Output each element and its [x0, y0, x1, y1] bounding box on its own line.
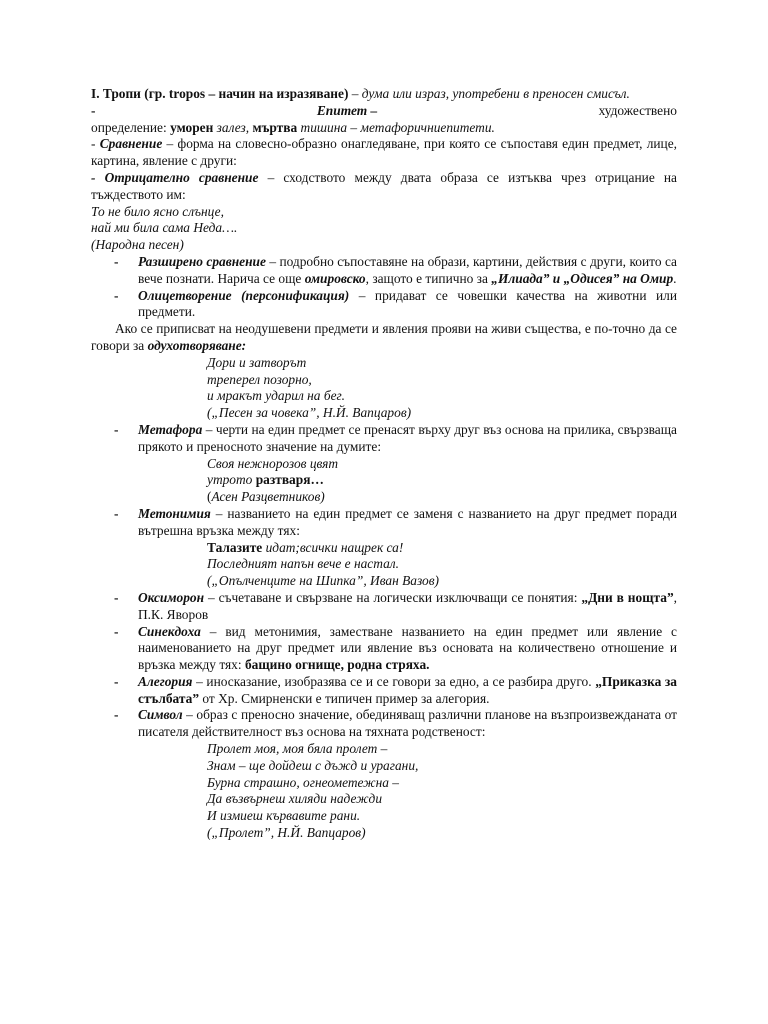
oxymoron-term: Оксиморон — [138, 589, 205, 605]
quote-line-italic: утрото — [207, 472, 253, 488]
vaptsarov-quote — [91, 355, 677, 422]
extended-comparison-text-2: , защото е типично за — [365, 270, 492, 286]
epithet-dash: - — [91, 102, 96, 118]
list-dash: - — [114, 623, 119, 639]
epithet-example-2-rest: тишина – метафоричниепитети. — [297, 119, 495, 135]
symbol-text: – образ с преносно значение, обединяващ различни планове на възпроизвежданата от писателя действителност въз основа на тяхната родственост: — [138, 707, 677, 740]
epithet-examples — [91, 120, 677, 137]
quote-line: Своя нежнорозов цвят — [207, 455, 339, 471]
synecdoche-term: Синекдоха — [138, 623, 201, 639]
epithet-rest: художествено — [598, 102, 677, 118]
list-dash: - — [114, 589, 119, 605]
animation-paragraph — [91, 321, 677, 355]
personification-term: Олицетворение (персонификация) — [138, 287, 350, 303]
list-dash: - — [114, 421, 119, 437]
extended-comparison-end: . — [673, 270, 677, 286]
quote-line: То не било ясно слънце, — [91, 203, 224, 219]
synecdoche-entry — [91, 624, 677, 674]
animation-text: Ако се приписват на неодушевени предмети и явления прояви на живи същества, е по-точно да се говори за — [91, 321, 677, 353]
allegory-term: Алегория — [138, 673, 193, 689]
comparison-entry — [91, 136, 677, 170]
epithet-def-label: определение: — [91, 119, 171, 135]
tropes-heading — [91, 86, 677, 103]
epithet-example-1-rest: залез, — [213, 119, 253, 135]
negative-comparison-entry — [91, 170, 677, 204]
quote-line: и мракът ударил на бег. — [207, 388, 345, 404]
folk-song-quote — [91, 204, 677, 254]
synecdoche-text: – вид метонимия, заместване названието на един предмет или явление с наименованието на друг предмет или явление въз основата на количествено отношение и връзка между тях: — [138, 623, 677, 673]
personification-text: – придават се човешки качества на животни или предмети. — [138, 287, 677, 320]
allegory-example: „Приказка за стълбата” — [138, 673, 678, 706]
metonymy-term: Метонимия — [138, 505, 211, 521]
homeric-term: омировско — [304, 270, 366, 286]
quote-line: Да възвърнеш хиляди надежди — [207, 791, 383, 807]
quote-line: И измиеш кървавите рани. — [207, 808, 361, 824]
razcvetnikov-quote — [91, 456, 677, 506]
quote-source: („Песен за човека”, Н.Й. Вапцаров) — [207, 405, 412, 421]
heading-title: I. Тропи (гр. tropos – начин на изразяване) — [91, 86, 349, 101]
metaphor-term: Метафора — [138, 421, 203, 437]
metaphor-text: – черти на един предмет се пренасят върху друг въз основа на прилика, свързваща прякото и преносното значение на думите: — [138, 421, 677, 454]
quote-source: („Пролет”, Н.Й. Вапцаров) — [207, 825, 366, 841]
allegory-entry — [91, 674, 677, 708]
metonymy-text: – названието на един предмет се заменя с названието на друг предмет поради вътрешна връзка между тях: — [138, 505, 677, 538]
comparison-term: Сравнение — [99, 136, 163, 152]
quote-line-bold: Талазите — [207, 539, 263, 555]
metonymy-entry — [91, 506, 677, 540]
quote-source: („Опълченците на Шипка”, Иван Вазов) — [207, 573, 439, 589]
quote-line-bold: разтваря… — [252, 472, 324, 488]
quote-line: Дори и затворът — [207, 354, 307, 370]
quote-line-italic: идат;всички нащрек са! — [262, 539, 404, 555]
epithet-term: Епитет – — [316, 102, 378, 118]
negative-comparison-term: - Отрицателно сравнение — [91, 169, 259, 185]
quote-line — [207, 472, 677, 489]
extended-comparison-entry — [91, 254, 677, 288]
quote-line: Последният напън вече е настал. — [207, 556, 399, 572]
symbol-entry — [91, 707, 677, 741]
quote-line: Бурна страшно, огнеометежна – — [207, 774, 399, 790]
epithet-entry — [91, 103, 677, 137]
quote-line: Пролет моя, моя бяла пролет – — [207, 741, 388, 757]
epithet-example-1: уморен — [170, 119, 214, 135]
comparison-text: – форма на словесно-образно онагледяване, при която се съпоставя един предмет, лице, картина, явление с други: — [91, 136, 677, 169]
metaphor-entry — [91, 422, 677, 456]
list-dash: - — [114, 253, 119, 269]
epithet-example-2: мъртва — [252, 119, 298, 135]
epithet-line — [91, 103, 677, 120]
quote-line — [207, 540, 677, 557]
list-dash: - — [114, 287, 119, 303]
extended-comparison-text: – подробно съпоставяне на образи, картини, действия с други, които са вече познати. Нарича се още — [138, 253, 677, 286]
animation-term: одухотворяване: — [147, 337, 247, 353]
list-dash: - — [114, 505, 119, 521]
personification-entry — [91, 288, 677, 322]
allegory-text-2: от Хр. Смирненски е типичен пример за алегория. — [199, 690, 490, 706]
oxymoron-author: , П.К. Яворов — [138, 589, 677, 622]
document-page — [91, 86, 677, 842]
negative-comparison-text: – сходството между двата образа се изтъква чрез отрицание на тъждеството им: — [91, 169, 678, 202]
quote-line: треперел позорно, — [207, 371, 312, 387]
synecdoche-example: бащино огнище, родна стряха. — [244, 657, 430, 673]
extended-comparison-term: Разширено сравнение — [138, 253, 266, 269]
source-paren: ( — [207, 489, 212, 505]
list-dash: - — [114, 707, 119, 723]
vazov-quote — [91, 540, 677, 590]
oxymoron-entry — [91, 590, 677, 624]
list-dash: - — [114, 673, 119, 689]
heading-definition: – дума или израз, употребени в преносен смисъл. — [348, 86, 630, 101]
spring-quote — [91, 741, 677, 842]
oxymoron-text: – съчетаване и свързване на логически изключващи се понятия: — [204, 589, 582, 605]
iliad-odyssey-term: „Илиада” и „Одисея” на Омир — [491, 270, 674, 286]
quote-source: (Народна песен) — [91, 237, 184, 253]
quote-line: Знам – ще дойдеш с дъжд и урагани, — [207, 757, 419, 773]
quote-line: най ми била сама Неда…. — [91, 220, 238, 236]
oxymoron-example: „Дни в нощта” — [581, 589, 674, 605]
allegory-text: – иносказание, изобразява се и се говори за едно, а се разбира друго. — [192, 673, 596, 689]
quote-source — [207, 489, 677, 506]
comparison-dash: - — [91, 136, 100, 152]
source-text: Асен Разцветников) — [211, 489, 325, 505]
symbol-term: Символ — [138, 707, 183, 723]
